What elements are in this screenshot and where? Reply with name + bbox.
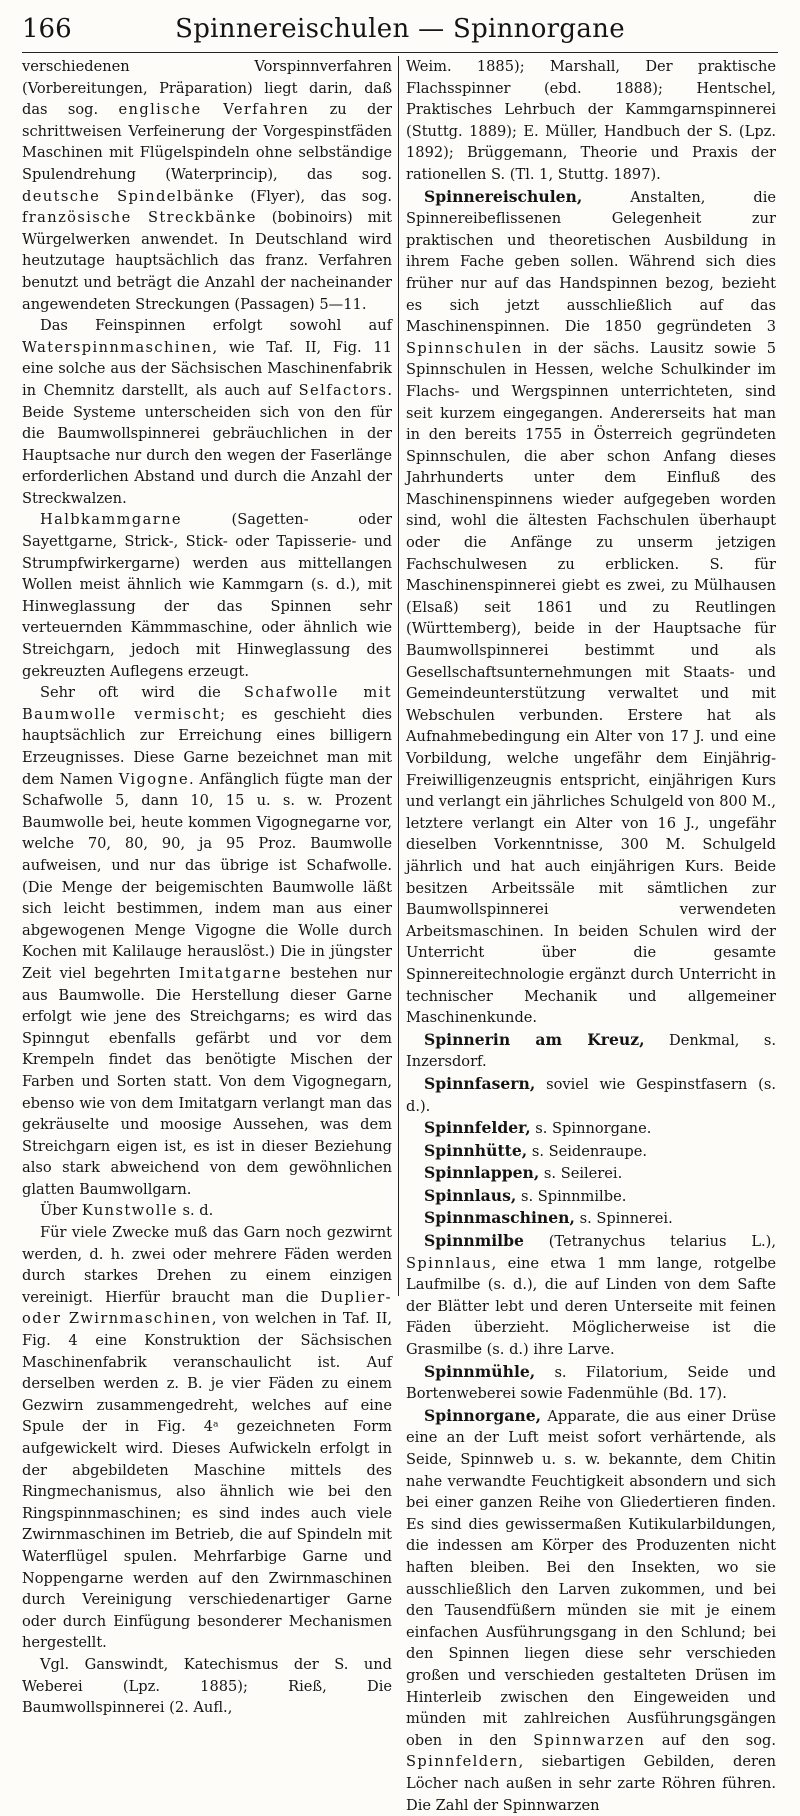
entry-spinnmuehle: Spinnmühle, s. Filatorium, Seide und Bortenweberei sowie Fadenmühle (Bd. 17). [406,1361,776,1403]
entry-spinnfelder: Spinnfelder, s. Spinnorgane. [424,1118,652,1138]
headword: Spinnorgane, [424,1405,542,1425]
paragraph: Halbkammgarne (Sagetten- oder Sayettgarne, Strick-, Stick- oder Tapisserie- und Strumpfwirkergarne) werden aus mittellangen Wollen meist ähnlich wie Kammgarn (s. d.), mit Hinweglassung der das Spinnen sehr verteuernden Kämmmaschine, oder ähnlich wie Streichgarn, jedoch mit Hinweglassung des gekreuzten Auflegens erzeugt. [22,511,392,680]
column-divider [398,56,399,1296]
paragraph: Für viele Zwecke muß das Garn noch gezwirnt werden, d. h. zwei oder mehrere Fäden werden durch starkes Drehen zu einem einzigen vereinigt. Hierfür braucht man die Duplier- oder Zwirnmaschinen, von welchen in Taf. II, Fig. 4 eine Konstruktion der Sächsischen Maschinenfabrik veranschaulicht ist. Auf derselben werden z. B. je vier Fäden zu einem Gezwirn zusammengedreht, welches auf eine Spule der in Fig. 4ᵃ gezeichneten Form aufgewickelt wird. Dieses Aufwickeln erfolgt in der abgebildeten Maschine mittels des Ringmechanismus, also ähnlich wie bei den Ringspinnmaschinen; es sind indes auch viele Zwirnmaschinen im Betrieb, die auf Spindeln mit Waterflügel spulen. Mehrfarbige Garne und Noppengarne werden auf den Zwirnmaschinen durch Vereinigung verschiedenartiger Garne oder durch Einfügung besonderer Mechanismen hergestellt. [22,1224,392,1652]
entry-spinnereischulen: Spinnereischulen, Anstalten, die Spinnereibeflissenen Gelegenheit zur praktischen und theoretischen Ausbildung in ihrem Fache geben sollen. Während sich dies früher nur auf das Handspinnen bezog, bezieht es sich jetzt ausschließlich auf das Maschinenspinnen. Die 1850 gegründeten 3 Spinnschulen in der sächs. Lausitz sowie 5 Spinnschulen in Hessen, welche Schulkinder im Flachs- und Wergspinnen unterrichteten, sind seit kurzem eingegangen. Andererseits hat man in den bereits 1755 in Österreich gegründeten Spinnschulen, die aber schon Anfang dieses Jahrhunderts unter dem Einfluß des Maschinenspinnens wieder aufgegeben worden sind, wohl die ältesten Fachschulen überhaupt oder die Anfänge zu unserm jetzigen Fachschulwesen zu erblicken. S. für Maschinenspinnerei giebt es zwei, zu Mülhausen (Elsaß) seit 1861 und zu Reutlingen (Württemberg), beide in der Hauptsache für Baumwollspinnerei bestimmt und als Gesellschaftsunternehmungen mit Staats- und Gemeindeunterstützung verwaltet und mit Webschulen verbunden. Erstere hat als Aufnahmebedingung ein Alter von 17 J. und eine Vorbildung, welche ungefähr dem Einjährig-Freiwilligenzeugnis entspricht, einjährigen Kurs und verlangt ein jährliches Schulgeld von 800 M., letztere verlangt ein Alter von 16 J., ungefähr dieselben Vorkenntnisse, 300 M. Schulgeld jährlich und hat auch einjährigen Kurs. Beide besitzen Arbeitssäle mit sämtlichen zur Baumwollspinnerei verwendeten Arbeitsmaschinen. In beiden Schulen wird der Unterricht über die gesamte Spinnereitechnologie ergänzt durch Unterricht in technischer Mechanik und allgemeiner Maschinenkunde. [406,186,776,1027]
paragraph: verschiedenen Vorspinnverfahren (Vorbereitungen, Präparation) liegt darin, daß das sog. englische Verfahren zu der schrittweisen Verfeinerung der Vorgespinstfäden Maschinen mit Flügelspindeln ohne selbständige Spulendrehung (Waterprincip), das sog. deutsche Spindelbänke (Flyer), das sog. französische Streckbänke (bobinoirs) mit Würgelwerken anwendet. In Deutschland wird heutzutage hauptsächlich das franz. Verfahren benutzt und beträgt die Anzahl der nacheinander angewendeten Streckungen (Passagen) 5—11. [22,58,392,313]
headword: Spinnmilbe [424,1231,524,1251]
headword: Spinnereischulen, [424,186,583,206]
page-number: 166 [22,14,72,44]
headword: Spinnmühle, [424,1361,536,1381]
entry-spinnlaus: Spinnlaus, s. Spinnmilbe. [424,1185,627,1205]
right-column [406,56,776,1814]
headword: Spinnerin am Kreuz, [424,1029,645,1049]
entry-spinnfasern: Spinnfasern, soviel wie Gespinstfasern (s. d.). [406,1073,776,1115]
entry-spinnerin-am-kreuz: Spinnerin am Kreuz, Denkmal, s. Inzersdorf. [406,1029,776,1071]
entry-spinnlappen: Spinnlappen, s. Seilerei. [424,1163,623,1183]
paragraph: Über Kunstwolle s. d. [40,1202,214,1220]
headword: Spinnfasern, [424,1073,536,1093]
headword: Spinnmaschinen, [424,1208,575,1228]
entry-spinnorgane: Spinnorgane, Apparate, die aus einer Drüse eine an der Luft meist sofort verhärtende, als Seide, Spinnweb u. s. w. bekannte, dem Chitin nahe verwandte Feuchtigkeit absondern und sich bei einer ganzen Reihe von Gliedertieren finden. Es sind dies gewissermaßen Kutikularbildungen, die indessen am Körper des Produzenten nicht haften bleiben. Bei den Insekten, wo sie ausschließlich den Larven zukommen, und bei den Tausendfüßern münden sie mit je einem einfachen Ausführungsgang in den Schlund; bei den Spinnen liegen diese sehr verschieden großen und verschieden gestalteten Drüsen im Hinterleib zwischen den Eingeweiden und münden mit zahlreichen Ausführungsgängen oben in den Spinnwarzen auf den sog. Spinnfeldern, siebartigen Gebilden, deren Löcher nach außen in sehr zarte Röhren führen. Die Zahl der Spinnwarzen [406,1405,776,1814]
headword: Spinnhütte, [424,1140,528,1160]
headword: Spinnfelder, [424,1118,531,1138]
headword: Spinnlappen, [424,1163,540,1183]
entry-spinnhuette: Spinnhütte, s. Seidenraupe. [424,1140,647,1160]
left-column [22,56,392,1717]
paragraph: Das Feinspinnen erfolgt sowohl auf Waterspinnmaschinen, wie Taf. II, Fig. 11 eine solche aus der Sächsischen Maschinenfabrik in Chemnitz darstellt, als auch auf Selfactors. Beide Systeme unterscheiden sich von den für die Baumwollspinnerei gebräuchlichen in der Hauptsache nur durch den wegen der Faserlänge erforderlichen Abstand und durch die Anzahl der Streckwalzen. [22,317,392,507]
page-header [22,8,778,53]
entry-spinnmilbe: Spinnmilbe (Tetranychus telarius L.), Spinnlaus, eine etwa 1 mm lange, rotgelbe Laufmilbe (s. d.), die auf Linden von dem Safte der Blätter lebt und deren Unterseite mit feinen Fäden überzieht. Möglicherweise ist die Grasmilbe (s. d.) ihre Larve. [406,1231,776,1359]
bibliography-continued: Weim. 1885); Marshall, Der praktische Flachsspinner (ebd. 1888); Hentschel, Praktisches Lehrbuch der Kammgarnspinnerei (Stuttg. 1889); E. Müller, Handbuch der S. (Lpz. 1892); Brüggemann, Theorie und Praxis der rationellen S. (Tl. 1, Stuttg. 1897). [406,58,776,183]
headword: Spinnlaus, [424,1185,517,1205]
bibliography: Vgl. Ganswindt, Katechismus der S. und Weberei (Lpz. 1885); Rieß, Die Baumwollspinnerei (2. Aufl., [22,1655,392,1717]
paragraph: Sehr oft wird die Schafwolle mit Baumwolle vermischt; es geschieht dies hauptsächlich zur Erreichung eines billigern Erzeugnisses. Diese Garne bezeichnet man mit dem Namen Vigogne. Anfänglich fügte man der Schafwolle 5, dann 10, 15 u. s. w. Prozent Baumwolle bei, heute kommen Vigognegarne vor, welche 70, 80, 90, ja 95 Proz. Baumwolle aufweisen, und nur das übrige ist Schafwolle. (Die Menge der beigemischten Baumwolle läßt sich leicht bestimmen, indem man aus einer abgewogenen Menge Vigogne die Wolle durch Kochen mit Kalilauge herauslöst.) Die in jüngster Zeit viel begehrten Imitatgarne bestehen nur aus Baumwolle. Die Herstellung dieser Garne erfolgt wie jene des Streichgarns; es wird das Spinngut ebenfalls gefärbt und vor dem Krempeln findet das benötigte Mischen der Farben und Sorten statt. Von dem Vigognegarn, ebenso wie von dem Imitatgarn verlangt man das gekräuselte und moosige Aussehen, was dem Streichgarn eigen ist, es ist in dieser Beziehung also stark abweichend von dem gewöhnlichen glatten Baumwollgarn. [22,684,392,1198]
entry-spinnmaschinen: Spinnmaschinen, s. Spinnerei. [424,1208,673,1228]
running-head: Spinnereischulen — Spinnorgane [175,14,625,44]
